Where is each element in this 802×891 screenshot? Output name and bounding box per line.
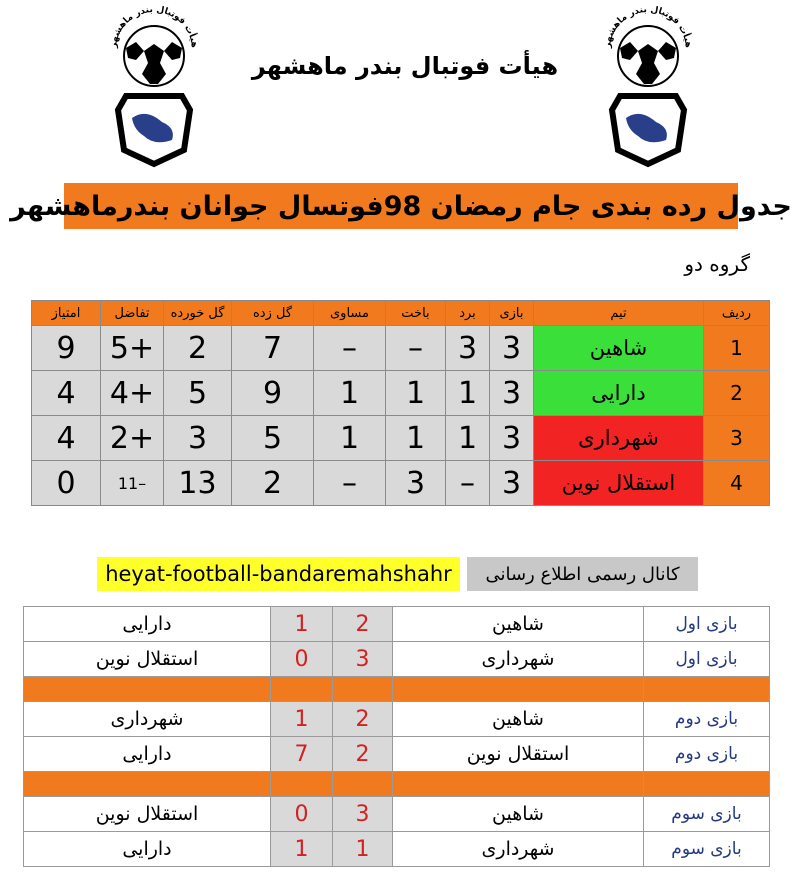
goal-difference-cell: +2: [101, 416, 164, 461]
channel-label: کانال رسمی اطلاع رسانی: [467, 557, 698, 591]
home-team-cell: شاهین: [393, 702, 644, 737]
header-goal-difference: تفاضل: [101, 301, 164, 326]
points-cell: 9: [32, 326, 101, 371]
draw-cell: 1: [314, 416, 386, 461]
header-goals-against: گل خورده: [164, 301, 232, 326]
away-score-cell: 0: [271, 797, 333, 832]
away-score-cell: 1: [271, 832, 333, 867]
away-score-cell: 1: [271, 702, 333, 737]
goals-for-cell: 2: [232, 461, 314, 506]
page-title: هیأت فوتبال بندر ماهشهر: [251, 52, 559, 80]
team-cell: شهرداری: [534, 416, 704, 461]
home-score-cell: 3: [333, 797, 393, 832]
goals-for-cell: 7: [232, 326, 314, 371]
channel-id: heyat-football-bandaremahshahr: [97, 557, 460, 591]
lost-cell: 1: [386, 416, 446, 461]
played-cell: 3: [490, 371, 534, 416]
away-score-cell: 0: [271, 642, 333, 677]
result-row: [24, 737, 770, 772]
rank-cell: 2: [704, 371, 770, 416]
header-points: امتیاز: [32, 301, 101, 326]
draw-cell: –: [314, 461, 386, 506]
goals-against-cell: 2: [164, 326, 232, 371]
away-team-cell: دارایی: [24, 832, 271, 867]
draw-cell: –: [314, 326, 386, 371]
header-won: برد: [446, 301, 490, 326]
won-cell: 3: [446, 326, 490, 371]
goals-against-cell: 3: [164, 416, 232, 461]
header-played: بازی: [490, 301, 534, 326]
header-team: تیم: [534, 301, 704, 326]
standings-row: [32, 371, 770, 416]
team-cell: دارایی: [534, 371, 704, 416]
round-cell: بازی سوم: [644, 832, 770, 867]
points-cell: 4: [32, 416, 101, 461]
round-cell: بازی سوم: [644, 797, 770, 832]
header-draw: مساوی: [314, 301, 386, 326]
lost-cell: 3: [386, 461, 446, 506]
result-row: [24, 642, 770, 677]
result-row: [24, 607, 770, 642]
won-cell: 1: [446, 416, 490, 461]
round-cell: بازی دوم: [644, 737, 770, 772]
home-score-cell: 1: [333, 832, 393, 867]
round-separator: [24, 677, 770, 702]
standings-row: [32, 461, 770, 506]
goal-difference-cell: +4: [101, 371, 164, 416]
points-cell: 4: [32, 371, 101, 416]
goals-for-cell: 5: [232, 416, 314, 461]
goals-against-cell: 13: [164, 461, 232, 506]
lost-cell: 1: [386, 371, 446, 416]
rank-cell: 3: [704, 416, 770, 461]
draw-cell: 1: [314, 371, 386, 416]
result-row: [24, 797, 770, 832]
svg-text:هیأت فوتبال بندر ماهشهر: هیأت فوتبال بندر ماهشهر: [603, 4, 694, 49]
round-cell: بازی اول: [644, 607, 770, 642]
points-cell: 0: [32, 461, 101, 506]
played-cell: 3: [490, 416, 534, 461]
standings-table: [31, 300, 770, 506]
federation-logo-right: [600, 0, 696, 168]
header-lost: باخت: [386, 301, 446, 326]
results-table: [23, 606, 770, 867]
away-score-cell: 1: [271, 607, 333, 642]
group-label: گروه دو: [684, 252, 750, 276]
home-score-cell: 2: [333, 702, 393, 737]
round-cell: بازی دوم: [644, 702, 770, 737]
home-team-cell: شاهین: [393, 607, 644, 642]
home-team-cell: شهرداری: [393, 832, 644, 867]
lost-cell: –: [386, 326, 446, 371]
home-score-cell: 2: [333, 737, 393, 772]
federation-logo-left: [106, 0, 202, 168]
won-cell: –: [446, 461, 490, 506]
home-score-cell: 3: [333, 642, 393, 677]
goal-difference-cell: +5: [101, 326, 164, 371]
header-rank: ردیف: [704, 301, 770, 326]
away-team-cell: استقلال نوین: [24, 642, 271, 677]
standings-header-row: [32, 301, 770, 326]
header-goals-for: گل زده: [232, 301, 314, 326]
round-cell: بازی اول: [644, 642, 770, 677]
away-team-cell: شهرداری: [24, 702, 271, 737]
away-team-cell: دارایی: [24, 607, 271, 642]
goal-difference-cell: –11: [101, 461, 164, 506]
team-cell: شاهین: [534, 326, 704, 371]
won-cell: 1: [446, 371, 490, 416]
away-team-cell: دارایی: [24, 737, 271, 772]
svg-text:هیأت فوتبال بندر ماهشهر: هیأت فوتبال بندر ماهشهر: [109, 4, 200, 49]
result-row: [24, 832, 770, 867]
standings-row: [32, 416, 770, 461]
round-separator: [24, 772, 770, 797]
rank-cell: 4: [704, 461, 770, 506]
home-team-cell: شهرداری: [393, 642, 644, 677]
rank-cell: 1: [704, 326, 770, 371]
away-team-cell: استقلال نوین: [24, 797, 271, 832]
goals-for-cell: 9: [232, 371, 314, 416]
played-cell: 3: [490, 326, 534, 371]
standings-row: [32, 326, 770, 371]
result-row: [24, 702, 770, 737]
standings-banner: جدول رده بندی جام رمضان 98فوتسال جوانان بندرماهشهر: [64, 183, 738, 229]
away-score-cell: 7: [271, 737, 333, 772]
home-team-cell: استقلال نوین: [393, 737, 644, 772]
home-team-cell: شاهین: [393, 797, 644, 832]
played-cell: 3: [490, 461, 534, 506]
goals-against-cell: 5: [164, 371, 232, 416]
team-cell: استقلال نوین: [534, 461, 704, 506]
home-score-cell: 2: [333, 607, 393, 642]
